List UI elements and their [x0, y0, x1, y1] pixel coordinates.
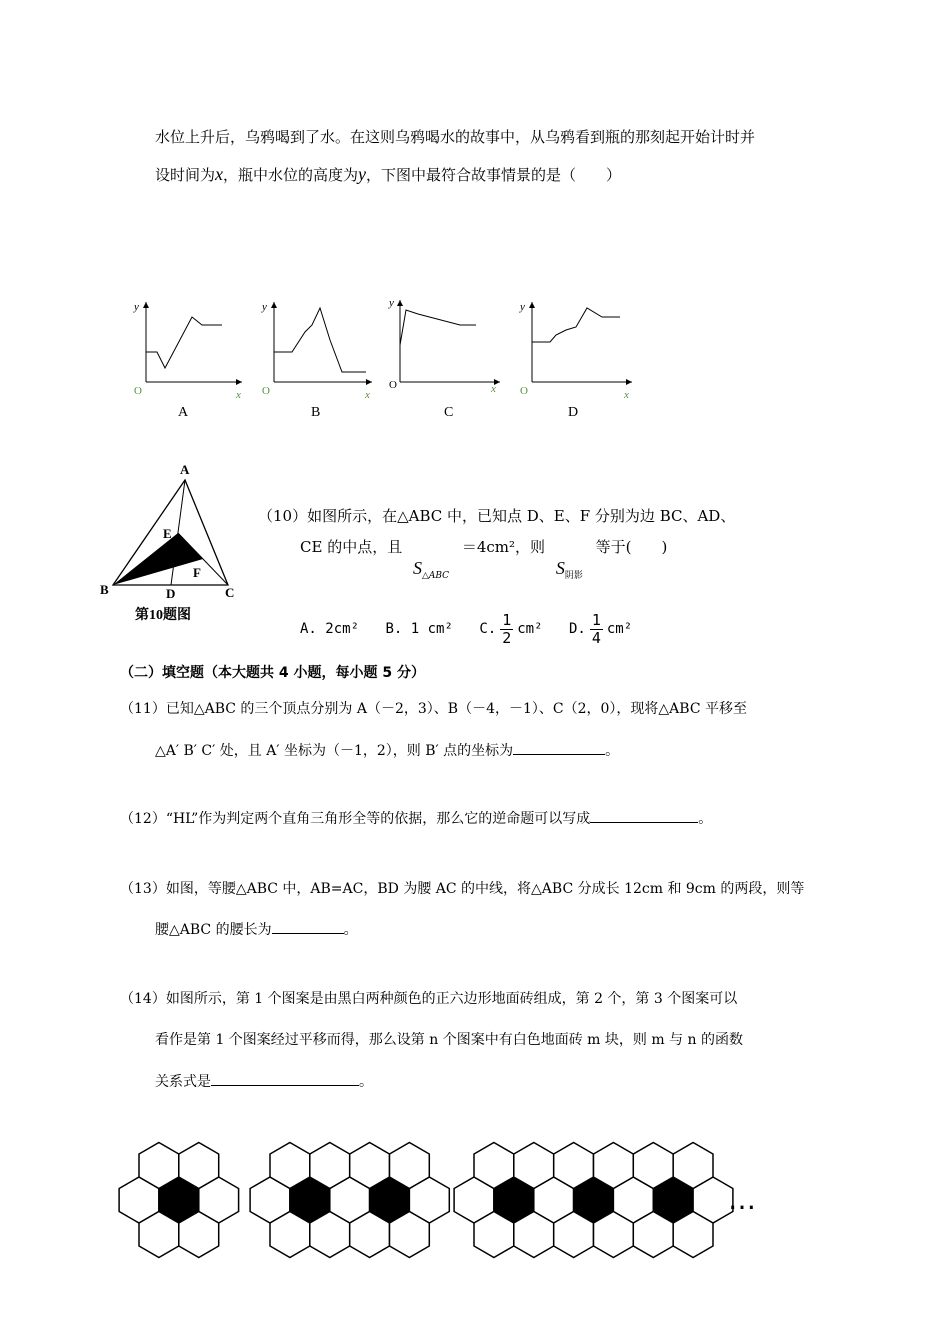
var-x: x — [215, 164, 224, 184]
q9-line2-a: 设时间为 — [155, 166, 216, 184]
graph-b-label: B — [311, 405, 321, 420]
q10-line2 — [300, 536, 668, 581]
graph-c — [388, 297, 500, 395]
q12-line1: （12）“HL”作为判定两个直角三角形全等的依据，那么它的逆命题可以写成 。 — [120, 808, 712, 828]
option-a: A. 2cm² — [300, 621, 360, 637]
graph-d — [519, 301, 632, 401]
graph-c-origin: O — [389, 379, 397, 391]
graph-a-origin: O — [134, 385, 142, 397]
q11-line1: （11）已知△ABC 的三个顶点分别为 A（－2，3）、B（－4，－1）、C（2，0），现将△ABC 平移至 — [120, 701, 747, 717]
q12-answer-blank[interactable] — [590, 808, 698, 823]
q9-graphs — [0, 290, 950, 430]
graph-d-y: y — [520, 301, 525, 313]
label-A: A — [180, 462, 190, 477]
figure-caption: 第10题图 — [135, 608, 191, 623]
q14-line2: 看作是第 1 个图案经过平移而得，那么设第 n 个图案中有白色地面砖 m 块，则 m 与 n 的函数 — [155, 1032, 743, 1048]
q10-line2-a: CE 的中点，且 — [300, 538, 403, 556]
shaded-triangle — [113, 533, 203, 585]
q9-line2-b: ，瓶中水位的高度为 — [223, 166, 359, 184]
label-B: B — [100, 582, 109, 597]
option-d: D. $\frac{1}{4}$ cm² — [568, 611, 633, 647]
graph-c-label: C — [444, 405, 454, 420]
q10-options — [300, 612, 632, 646]
graph-a-label: A — [178, 405, 189, 420]
graph-b-y: y — [262, 301, 267, 313]
graph-b-origin: O — [262, 385, 270, 397]
option-b: B. 1 cm² — [385, 621, 453, 637]
q9-line2 — [155, 164, 621, 185]
q10-line2-b: ＝4cm²，则 — [461, 538, 546, 556]
section-title: （二）填空题（本大题共 4 小题，每小题 5 分） — [120, 665, 425, 681]
q13-line1: （13）如图，等腰△ABC 中，AB=AC，BD 为腰 AC 的中线，将△ABC 分成长 12cm 和 9cm 的两段，则等 — [120, 881, 805, 897]
graph-d-x: x — [624, 389, 629, 401]
segment-ad — [171, 480, 185, 585]
label-F: F — [193, 565, 201, 580]
graph-a-y: y — [134, 301, 139, 313]
graph-b — [261, 301, 372, 401]
var-y: y — [358, 164, 367, 184]
q14-line1: （14）如图所示，第 1 个图案是由黑白两种颜色的正六边形地面砖组成，第 2 个，第 3 个图案可以 — [120, 991, 738, 1007]
q13-answer-blank[interactable] — [272, 919, 344, 934]
graph-a-x: x — [236, 389, 241, 401]
q11-answer-blank[interactable] — [513, 740, 605, 755]
s-abc: $S_{\triangle ABC}$ — [412, 558, 450, 581]
s-shade: $S_{阴影}$ — [555, 558, 583, 581]
graph-d-origin: O — [520, 385, 528, 397]
option-c: C. $\frac{1}{2}$ cm² — [479, 611, 543, 647]
graph-c-curve — [400, 310, 476, 345]
graph-a-curve — [146, 317, 222, 368]
q14-line3: 关系式是 。 — [155, 1071, 373, 1091]
graph-c-y: y — [389, 297, 394, 309]
graph-a — [133, 301, 242, 401]
pattern-ellipsis: … — [728, 1183, 758, 1216]
graph-b-curve — [274, 308, 366, 372]
q10-line1: （10）如图所示，在△ABC 中，已知点 D、E、F 分别为边 BC、AD、 — [258, 507, 736, 525]
q10-line2-c: 等于( ) — [595, 538, 668, 556]
q10-figure — [95, 460, 245, 625]
label-C: C — [225, 585, 235, 600]
graph-d-curve — [532, 308, 620, 342]
label-E: E — [163, 526, 172, 541]
q13-line2: 腰△ABC 的腰长为 。 — [155, 919, 358, 939]
graph-b-x: x — [365, 389, 370, 401]
graph-c-x: x — [491, 383, 496, 395]
hexagon-patterns — [0, 1134, 950, 1274]
q11-line2: △A′ B′ C′ 处，且 A′ 坐标为（－1，2），则 B′ 点的坐标为 。 — [155, 740, 619, 760]
q9-line2-c: ，下图中最符合故事情景的是（ ） — [366, 166, 622, 184]
q14-answer-blank[interactable] — [211, 1071, 359, 1086]
graph-d-label: D — [568, 405, 579, 420]
q9-line1: 水位上升后，乌鸦喝到了水。在这则乌鸦喝水的故事中，从乌鸦看到瓶的那刻起开始计时并 — [155, 128, 756, 146]
label-D: D — [166, 586, 176, 601]
